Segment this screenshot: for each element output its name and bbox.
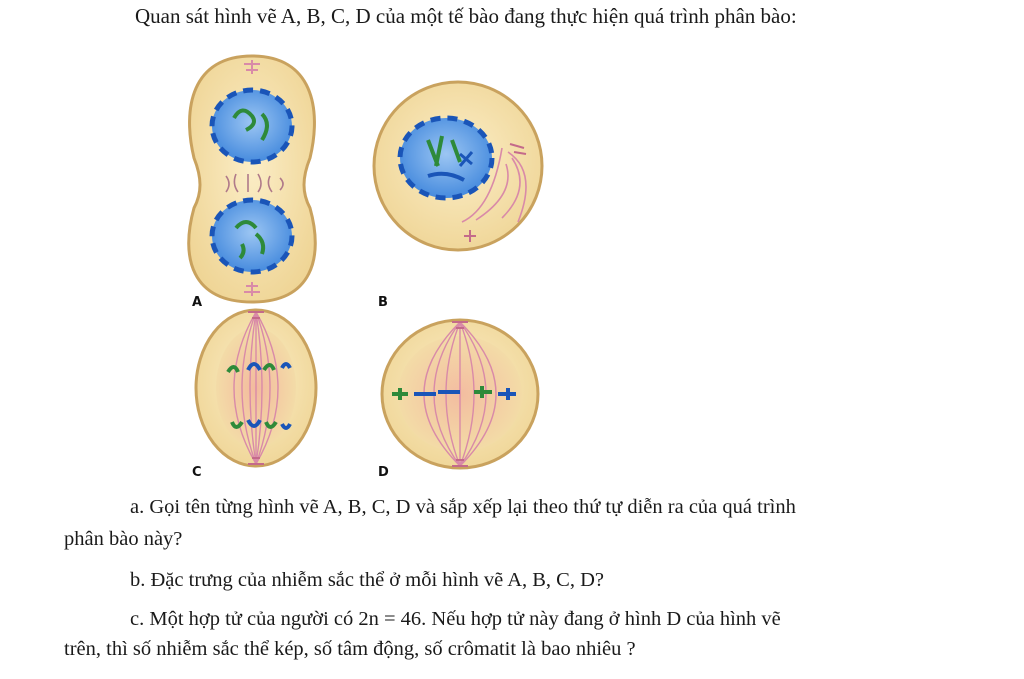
question-b: b. Đặc trưng của nhiễm sắc thể ở mỗi hình vẽ A, B, C, D? [130, 569, 604, 591]
question-c-line2: trên, thì số nhiễm sắc thể kép, số tâm động, số crômatit là bao nhiêu ? [64, 638, 636, 660]
label-b: B [378, 295, 388, 310]
label-c: C [192, 465, 202, 480]
question-a-line1: a. Gọi tên từng hình vẽ A, B, C, D và sắp xếp lại theo thứ tự diễn ra của quá trình [130, 496, 796, 518]
cell-c-anaphase [192, 310, 316, 480]
question-a-line2: phân bào này? [64, 528, 183, 550]
label-a: A [192, 295, 203, 310]
cell-a-telophase [189, 56, 316, 310]
cell-d-metaphase [378, 320, 538, 480]
page-heading: Quan sát hình vẽ A, B, C, D của một tế bào đang thực hiện quá trình phân bào: [135, 4, 797, 28]
question-c-line1: c. Một hợp tử của người có 2n = 46. Nếu hợp tử này đang ở hình D của hình vẽ [130, 608, 781, 630]
cell-b-prophase [374, 82, 542, 310]
cell-division-figure [152, 48, 592, 486]
label-d: D [378, 465, 389, 480]
